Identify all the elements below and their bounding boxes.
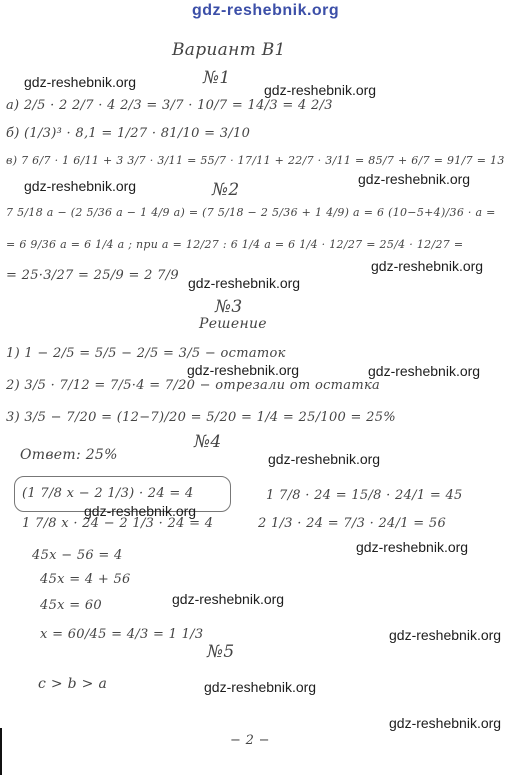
task-5-heading: №5: [207, 642, 235, 662]
watermark: gdz-reshebnik.org: [24, 74, 137, 90]
task-4-step-1: 1 7/8 x · 24 − 2 1/3 · 24 = 4: [22, 516, 214, 531]
task-1-line-v: в) 7 6/7 · 1 6/11 + 3 3/7 · 3/11 = 55/7 · 17/11 + 22/7 · 3/11 = 85/7 + 6/7 = 91/7 = 13: [6, 154, 505, 167]
watermark: gdz-reshebnik.org: [389, 715, 502, 731]
watermark: gdz-reshebnik.org: [356, 539, 469, 555]
watermark: gdz-reshebnik.org: [268, 451, 381, 467]
watermark: gdz-reshebnik.org: [187, 362, 300, 378]
task-4-side-2: 2 1/3 · 24 = 7/3 · 24/1 = 56: [258, 516, 447, 531]
watermark: gdz-reshebnik.org: [84, 503, 197, 519]
task-4-step-3: 45x = 4 + 56: [40, 572, 131, 587]
watermark: gdz-reshebnik.org: [204, 679, 317, 695]
task-3-line-2: 2) 3/5 · 7/12 = 7/5·4 = 7/20 − отрезали от остатка: [6, 378, 381, 393]
watermark: gdz-reshebnik.org: [368, 363, 481, 379]
task-3-heading: №3: [215, 297, 243, 317]
watermark-top: gdz-reshebnik.org: [192, 2, 340, 19]
task-4-step-4: 45x = 60: [40, 598, 102, 613]
task-2-line-2: = 6 9/36 a = 6 1/4 a ; при a = 12/27 : 6 1/4 a = 6 1/4 · 12/27 = 25/4 · 12/27 =: [6, 238, 464, 251]
watermark: gdz-reshebnik.org: [389, 627, 502, 643]
variant-title: Вариант В1: [172, 40, 286, 60]
task-1-line-b: б) (1/3)³ · 8,1 = 1/27 · 81/10 = 3/10: [6, 126, 251, 141]
task-2-line-1: 7 5/18 a − (2 5/36 a − 1 4/9 a) = (7 5/18 − 2 5/36 + 1 4/9) a = 6 (10−5+4)/36 · a =: [6, 206, 496, 219]
watermark: gdz-reshebnik.org: [172, 591, 285, 607]
watermark: gdz-reshebnik.org: [188, 275, 301, 291]
task-3-line-1: 1) 1 − 2/5 = 5/5 − 2/5 = 3/5 − остаток: [6, 346, 286, 361]
task-1-heading: №1: [203, 68, 231, 88]
task-1-line-a: а) 2/5 · 2 2/7 · 4 2/3 = 3/7 · 10/7 = 14/3 = 4 2/3: [6, 98, 333, 113]
task-3-line-3: 3) 3/5 − 7/20 = (12−7)/20 = 5/20 = 1/4 = 25/100 = 25%: [6, 410, 396, 425]
task-4-step-2: 45x − 56 = 4: [32, 548, 123, 563]
watermark: gdz-reshebnik.org: [371, 258, 484, 274]
task-4-equation: (1 7/8 x − 2 1/3) · 24 = 4: [22, 486, 194, 501]
task-4-side-1: 1 7/8 · 24 = 15/8 · 24/1 = 45: [266, 488, 463, 503]
left-edge-bar: [0, 728, 2, 775]
watermark: gdz-reshebnik.org: [358, 171, 471, 187]
task-3-subheading: Решение: [199, 316, 267, 332]
task-5-line-1: c > b > a: [38, 676, 108, 692]
watermark: gdz-reshebnik.org: [24, 178, 137, 194]
page-number: − 2 −: [230, 733, 270, 748]
task-4-step-5: x = 60/45 = 4/3 = 1 1/3: [40, 627, 204, 642]
task-4-heading: №4: [194, 432, 222, 452]
watermark: gdz-reshebnik.org: [264, 82, 377, 98]
task-3-answer: Ответ: 25%: [20, 447, 118, 463]
task-2-heading: №2: [212, 180, 240, 200]
task-2-line-3: = 25·3/27 = 25/9 = 2 7/9: [6, 268, 179, 283]
